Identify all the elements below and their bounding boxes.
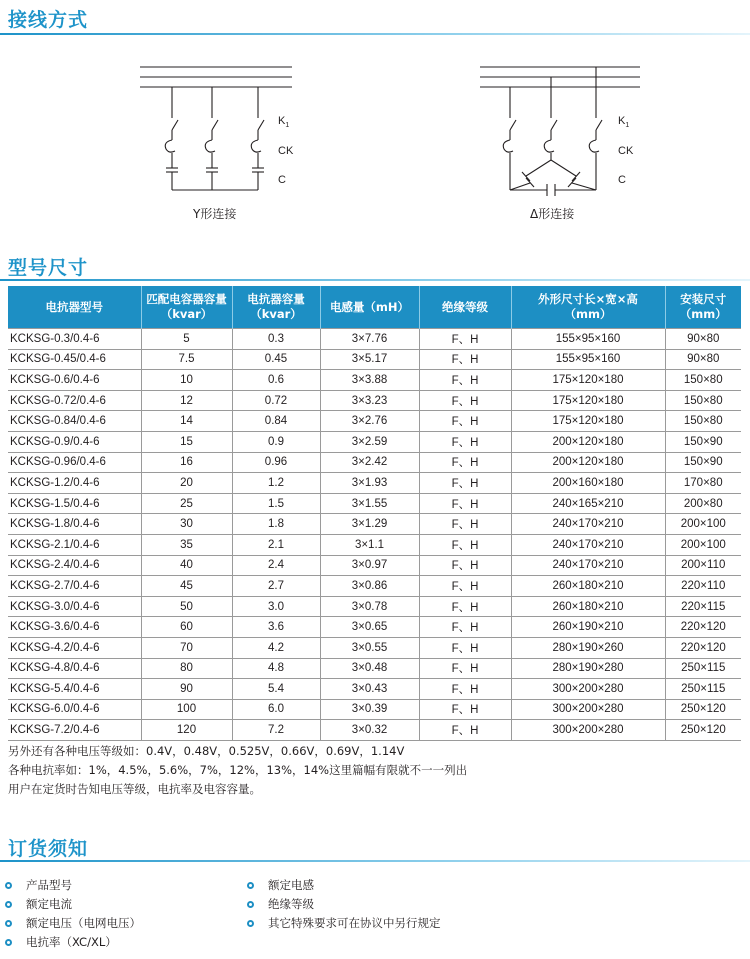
- table-cell: 0.6: [232, 370, 320, 391]
- order-item: 电抗率（XC/XL）: [0, 933, 141, 952]
- model-cell: KCKSG-1.5/0.4-6: [8, 493, 141, 514]
- table-cell: 240×170×210: [511, 555, 665, 576]
- table-cell: 3×3.88: [320, 370, 419, 391]
- table-cell: 250×120: [665, 699, 741, 720]
- table-cell: 90×80: [665, 349, 741, 370]
- spec-table-body: [8, 329, 741, 741]
- table-cell: 220×110: [665, 576, 741, 597]
- table-cell: 150×90: [665, 452, 741, 473]
- bullet-icon: [5, 882, 12, 889]
- order-item: 额定电感: [242, 876, 441, 895]
- spec-table: [8, 286, 741, 741]
- table-cell: 6.0: [232, 699, 320, 720]
- table-row: [8, 596, 741, 617]
- table-row: [8, 411, 741, 432]
- table-cell: 90: [141, 679, 232, 700]
- table-cell: 3×1.93: [320, 473, 419, 494]
- table-cell: 150×80: [665, 411, 741, 432]
- table-cell: 14: [141, 411, 232, 432]
- delta-ck-label: CK: [618, 145, 634, 157]
- model-cell: KCKSG-1.2/0.4-6: [8, 473, 141, 494]
- spec-table-header-cell: 匹配电容器容量 （kvar）: [141, 286, 232, 329]
- order-item: 额定电流: [0, 895, 141, 914]
- table-cell: 2.7: [232, 576, 320, 597]
- table-cell: 260×190×210: [511, 617, 665, 638]
- table-row: [8, 576, 741, 597]
- table-row: [8, 637, 741, 658]
- table-cell: 3×0.55: [320, 637, 419, 658]
- table-cell: 15: [141, 431, 232, 452]
- spec-table-header-cell: 绝缘等级: [419, 286, 511, 329]
- table-cell: F、H: [419, 617, 511, 638]
- table-cell: 3.6: [232, 617, 320, 638]
- wiring-section-title: 接线方式: [8, 9, 89, 31]
- spec-table-header-row: [8, 286, 741, 329]
- table-cell: 30: [141, 514, 232, 535]
- table-cell: 12: [141, 390, 232, 411]
- table-cell: 3×0.86: [320, 576, 419, 597]
- model-cell: KCKSG-0.45/0.4-6: [8, 349, 141, 370]
- table-cell: 0.9: [232, 431, 320, 452]
- table-cell: 240×170×210: [511, 534, 665, 555]
- y-connection-diagram: [140, 67, 292, 190]
- table-row: [8, 329, 741, 350]
- table-row: [8, 390, 741, 411]
- model-section-rule: [0, 279, 750, 281]
- table-cell: 3×7.76: [320, 329, 419, 350]
- delta-branch-1: [503, 87, 516, 190]
- order-item: 绝缘等级: [242, 895, 441, 914]
- order-section-title: 订货须知: [8, 838, 89, 860]
- table-row: [8, 493, 741, 514]
- bullet-icon: [247, 901, 254, 908]
- note-reactance-rates: 各种电抗率如：1%，4.5%，5.6%，7%，12%，13%，14%这里篇幅有限就不一一列出: [8, 763, 468, 777]
- model-cell: KCKSG-0.72/0.4-6: [8, 390, 141, 411]
- table-cell: 300×200×280: [511, 699, 665, 720]
- model-cell: KCKSG-0.3/0.4-6: [8, 329, 141, 350]
- table-cell: F、H: [419, 679, 511, 700]
- table-cell: 3.0: [232, 596, 320, 617]
- table-cell: F、H: [419, 390, 511, 411]
- table-row: [8, 679, 741, 700]
- table-cell: 220×115: [665, 596, 741, 617]
- table-cell: 7.2: [232, 720, 320, 741]
- model-cell: KCKSG-3.0/0.4-6: [8, 596, 141, 617]
- model-cell: KCKSG-2.1/0.4-6: [8, 534, 141, 555]
- table-cell: 200×100: [665, 514, 741, 535]
- order-item: 其它特殊要求可在协议中另行规定: [242, 914, 441, 933]
- table-cell: F、H: [419, 411, 511, 432]
- table-cell: F、H: [419, 555, 511, 576]
- y-branch-2: [205, 87, 218, 190]
- delta-k1-label: $K_1$: [618, 115, 630, 130]
- table-cell: 0.96: [232, 452, 320, 473]
- table-cell: 240×170×210: [511, 514, 665, 535]
- table-cell: 240×165×210: [511, 493, 665, 514]
- table-row: [8, 534, 741, 555]
- table-cell: 0.84: [232, 411, 320, 432]
- table-cell: F、H: [419, 431, 511, 452]
- table-cell: 150×80: [665, 370, 741, 391]
- table-cell: 70: [141, 637, 232, 658]
- table-cell: 3×2.76: [320, 411, 419, 432]
- table-cell: 16: [141, 452, 232, 473]
- delta-branch-3: [589, 67, 602, 190]
- table-cell: 280×190×280: [511, 658, 665, 679]
- y-branch-3: [251, 87, 264, 190]
- bullet-icon: [247, 920, 254, 927]
- model-cell: KCKSG-2.4/0.4-6: [8, 555, 141, 576]
- table-cell: F、H: [419, 576, 511, 597]
- model-cell: KCKSG-4.8/0.4-6: [8, 658, 141, 679]
- order-item: 额定电压（电网电压）: [0, 914, 141, 933]
- table-cell: 170×80: [665, 473, 741, 494]
- model-cell: KCKSG-0.84/0.4-6: [8, 411, 141, 432]
- spec-table-header-cell: 电感量（mH）: [320, 286, 419, 329]
- table-cell: 3×2.42: [320, 452, 419, 473]
- table-cell: 200×80: [665, 493, 741, 514]
- model-section-title: 型号尺寸: [8, 257, 89, 279]
- order-section-rule: [0, 860, 750, 862]
- table-cell: 20: [141, 473, 232, 494]
- table-cell: 0.3: [232, 329, 320, 350]
- table-row: [8, 431, 741, 452]
- table-cell: 2.1: [232, 534, 320, 555]
- table-cell: 1.2: [232, 473, 320, 494]
- table-cell: 45: [141, 576, 232, 597]
- table-cell: F、H: [419, 370, 511, 391]
- table-cell: F、H: [419, 349, 511, 370]
- model-cell: KCKSG-2.7/0.4-6: [8, 576, 141, 597]
- table-row: [8, 555, 741, 576]
- model-cell: KCKSG-3.6/0.4-6: [8, 617, 141, 638]
- table-cell: 260×180×210: [511, 596, 665, 617]
- table-cell: 200×120×180: [511, 431, 665, 452]
- wiring-diagrams: [0, 55, 750, 225]
- table-cell: 300×200×280: [511, 679, 665, 700]
- model-cell: KCKSG-0.96/0.4-6: [8, 452, 141, 473]
- delta-connection-diagram: [480, 67, 640, 196]
- table-cell: 5.4: [232, 679, 320, 700]
- table-cell: 155×95×160: [511, 349, 665, 370]
- model-cell: KCKSG-1.8/0.4-6: [8, 514, 141, 535]
- table-cell: F、H: [419, 329, 511, 350]
- table-cell: 3×2.59: [320, 431, 419, 452]
- table-cell: 260×180×210: [511, 576, 665, 597]
- table-cell: 3×0.48: [320, 658, 419, 679]
- table-cell: 120: [141, 720, 232, 741]
- table-cell: 10: [141, 370, 232, 391]
- table-cell: 40: [141, 555, 232, 576]
- table-cell: 50: [141, 596, 232, 617]
- table-row: [8, 514, 741, 535]
- table-cell: 250×120: [665, 720, 741, 741]
- table-cell: F、H: [419, 720, 511, 741]
- table-cell: 150×80: [665, 390, 741, 411]
- table-cell: 200×100: [665, 534, 741, 555]
- table-row: [8, 617, 741, 638]
- spec-table-header-cell: 电抗器容量 （kvar）: [232, 286, 320, 329]
- table-cell: 1.5: [232, 493, 320, 514]
- bullet-icon: [5, 939, 12, 946]
- table-row: [8, 452, 741, 473]
- bullet-icon: [5, 920, 12, 927]
- table-cell: 155×95×160: [511, 329, 665, 350]
- notes: [8, 742, 467, 799]
- table-cell: 7.5: [141, 349, 232, 370]
- table-cell: 220×120: [665, 637, 741, 658]
- y-branch-1: [165, 87, 178, 190]
- bullet-icon: [5, 901, 12, 908]
- table-cell: 3×0.43: [320, 679, 419, 700]
- y-c-label: C: [278, 174, 286, 186]
- model-cell: KCKSG-4.2/0.4-6: [8, 637, 141, 658]
- table-cell: 300×200×280: [511, 720, 665, 741]
- table-cell: 3×0.78: [320, 596, 419, 617]
- table-cell: F、H: [419, 534, 511, 555]
- table-row: [8, 720, 741, 741]
- table-cell: F、H: [419, 514, 511, 535]
- table-cell: 200×160×180: [511, 473, 665, 494]
- spec-table-header-cell: 安装尺寸 （mm）: [665, 286, 741, 329]
- model-cell: KCKSG-0.9/0.4-6: [8, 431, 141, 452]
- table-cell: 5: [141, 329, 232, 350]
- table-cell: 100: [141, 699, 232, 720]
- spec-table-header-cell: 电抗器型号: [8, 286, 141, 329]
- table-cell: F、H: [419, 658, 511, 679]
- table-cell: 175×120×180: [511, 390, 665, 411]
- table-cell: F、H: [419, 699, 511, 720]
- table-cell: 0.72: [232, 390, 320, 411]
- table-cell: 200×110: [665, 555, 741, 576]
- table-row: [8, 370, 741, 391]
- table-cell: 200×120×180: [511, 452, 665, 473]
- spec-table-header: [8, 286, 741, 329]
- delta-branch-2: [544, 77, 557, 160]
- table-cell: 3×1.55: [320, 493, 419, 514]
- table-cell: 0.45: [232, 349, 320, 370]
- table-cell: 25: [141, 493, 232, 514]
- y-k1-label: $K_1$: [278, 115, 290, 130]
- table-cell: 3×0.65: [320, 617, 419, 638]
- delta-c-label: C: [618, 174, 626, 186]
- table-cell: 4.2: [232, 637, 320, 658]
- delta-connection-caption: Δ形连接: [530, 207, 575, 221]
- table-cell: 175×120×180: [511, 370, 665, 391]
- model-cell: KCKSG-5.4/0.4-6: [8, 679, 141, 700]
- table-cell: F、H: [419, 493, 511, 514]
- wiring-section-rule: [0, 33, 750, 35]
- y-connection-caption: Y形连接: [193, 207, 237, 221]
- model-cell: KCKSG-6.0/0.4-6: [8, 699, 141, 720]
- table-cell: F、H: [419, 596, 511, 617]
- table-row: [8, 658, 741, 679]
- table-cell: 1.8: [232, 514, 320, 535]
- table-row: [8, 349, 741, 370]
- table-row: [8, 699, 741, 720]
- model-cell: KCKSG-0.6/0.4-6: [8, 370, 141, 391]
- spec-table-header-cell: 外形尺寸长×宽×高 （mm）: [511, 286, 665, 329]
- table-cell: F、H: [419, 637, 511, 658]
- table-cell: 175×120×180: [511, 411, 665, 432]
- table-cell: F、H: [419, 473, 511, 494]
- order-list-right: [242, 876, 441, 933]
- order-list-left: [0, 876, 141, 952]
- table-cell: 4.8: [232, 658, 320, 679]
- y-ck-label: CK: [278, 145, 294, 157]
- bullet-icon: [247, 882, 254, 889]
- table-cell: 250×115: [665, 658, 741, 679]
- table-cell: 35: [141, 534, 232, 555]
- table-cell: 3×1.1: [320, 534, 419, 555]
- table-cell: 3×0.32: [320, 720, 419, 741]
- table-cell: 2.4: [232, 555, 320, 576]
- table-cell: 250×115: [665, 679, 741, 700]
- table-cell: 3×0.39: [320, 699, 419, 720]
- table-cell: 3×5.17: [320, 349, 419, 370]
- table-cell: 3×3.23: [320, 390, 419, 411]
- table-cell: 280×190×260: [511, 637, 665, 658]
- table-cell: 90×80: [665, 329, 741, 350]
- table-cell: 3×0.97: [320, 555, 419, 576]
- table-cell: F、H: [419, 452, 511, 473]
- wiring-diagram-svg: [0, 55, 750, 225]
- table-cell: 220×120: [665, 617, 741, 638]
- table-cell: 80: [141, 658, 232, 679]
- model-cell: KCKSG-7.2/0.4-6: [8, 720, 141, 741]
- table-cell: 150×90: [665, 431, 741, 452]
- note-voltage-levels: 另外还有各种电压等级如：0.4V，0.48V，0.525V，0.66V，0.69V，1.14V: [8, 744, 405, 758]
- table-cell: 60: [141, 617, 232, 638]
- table-row: [8, 473, 741, 494]
- note-ordering-info: 用户在定货时告知电压等级，电抗率及电容容量。: [8, 782, 261, 796]
- table-cell: 3×1.29: [320, 514, 419, 535]
- order-item: 产品型号: [0, 876, 141, 895]
